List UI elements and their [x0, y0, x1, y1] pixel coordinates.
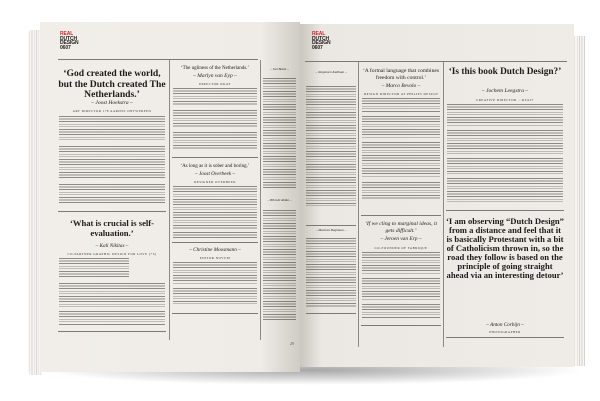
- side-author: – Jørgensen Kallman –: [315, 70, 347, 74]
- body-text: [362, 278, 440, 300]
- quote-author: – Marlyn van Eyp –: [193, 73, 237, 79]
- logo-line: DESIGN: [312, 40, 331, 47]
- body-text: [173, 186, 257, 230]
- body-text: [362, 116, 440, 138]
- author-role: DESIGNER OVERBEEK: [193, 180, 237, 184]
- author-role: CO-PARTNER GRAPHIC DESIGN FOR LOVE (+S): [67, 252, 157, 256]
- body-text: [447, 178, 563, 202]
- divider: [361, 215, 441, 216]
- body-text: [59, 258, 129, 278]
- quote-headline: ‘Is this book Dutch Design?’: [448, 67, 562, 77]
- body-text: [59, 146, 165, 180]
- quote-headline: ‘The ugliness of the Netherlands.’: [180, 66, 250, 71]
- body-text: [362, 252, 440, 274]
- body-text: [447, 130, 563, 154]
- body-text: [173, 88, 257, 106]
- body-text: [306, 238, 356, 308]
- author-role: DIRECTOR KKAT: [199, 82, 231, 86]
- body-text: [59, 283, 165, 307]
- page-number: 29: [290, 341, 294, 346]
- divider: [306, 313, 356, 314]
- quote-headline: ‘As long as it is sober and boring.’: [180, 164, 250, 169]
- side-author: – Jan Boost –: [270, 67, 289, 71]
- author-role: CO-FOUNDER OF FABRIQUE: [374, 246, 428, 250]
- divider: [305, 61, 567, 62]
- body-text: [263, 210, 296, 320]
- quote-headline: ‘A formal language that combines freedom with control.’: [362, 68, 440, 81]
- body-text: [173, 232, 257, 238]
- logo: [60, 32, 79, 50]
- quote-headline: ‘God created the world, but the Dutch created The Netherlands.’: [58, 68, 166, 100]
- divider: [58, 211, 166, 212]
- body-text: [173, 132, 257, 150]
- body-text: [306, 86, 356, 206]
- logo-line: DUTCH: [312, 35, 329, 42]
- body-text: [447, 158, 563, 174]
- divider: [361, 325, 441, 326]
- body-text: [362, 142, 440, 178]
- quote-headline: ‘What is crucial is self-evaluation.’: [69, 218, 155, 238]
- quote-author: – Jeroen van Erp –: [380, 236, 422, 242]
- side-author: – Hiroshi Abiko –: [267, 198, 292, 202]
- quote-headline: ‘I am observing “Dutch Design” from a distance and feel that it is basically Protestant with a bit of Catholicism thrown in, so the road they follow is based on the principle of going straight ahead via an interesting detour’: [446, 216, 564, 280]
- logo-line: DESIGN: [60, 40, 79, 47]
- body-text: [59, 311, 165, 325]
- divider: [306, 225, 356, 226]
- divider: [58, 59, 258, 60]
- divider: [446, 210, 564, 211]
- divider: [172, 313, 258, 314]
- column-rule: [260, 60, 261, 340]
- body-text: [362, 304, 440, 318]
- quote-headline: ‘If we cling to marginal ideas, it gets difficult.’: [364, 221, 438, 234]
- author-role: EDITOR NOVUM: [199, 256, 231, 260]
- body-text: [263, 78, 296, 188]
- body-text: [173, 262, 257, 284]
- logo-line: DUTCH: [60, 35, 77, 42]
- quote-author: – Joost Hoekstra –: [91, 100, 133, 106]
- column-rule: [169, 60, 170, 340]
- logo-line: 0607: [312, 44, 323, 51]
- divider: [172, 242, 258, 243]
- body-text: [59, 184, 165, 204]
- quote-author: – Marco Bevolo –: [381, 83, 421, 89]
- author-role: PHOTOGRAPHER: [489, 330, 521, 334]
- column-rule: [443, 62, 444, 347]
- body-text: [173, 110, 257, 128]
- divider: [446, 337, 564, 338]
- logo-line: 0607: [60, 44, 71, 51]
- logo-line: REAL: [60, 31, 74, 37]
- author-role: DESIGN DIRECTOR AT PHILIPS DESIGN: [363, 92, 439, 96]
- author-role: ART DIRECTOR 178 AARDSE ONTWERPEN: [72, 109, 152, 113]
- body-text: [362, 182, 440, 200]
- quote-author: – Christine Moosmann –: [189, 247, 241, 253]
- quote-author: – Jochem Leegstra –: [481, 88, 529, 94]
- quote-author: – Anton Corbijn –: [486, 322, 524, 328]
- author-role: CREATIVE DIRECTOR ...KTA37: [476, 98, 534, 102]
- quote-author: – Joost Overbeek –: [195, 171, 235, 177]
- divider: [172, 157, 258, 158]
- quote-author: – Kali Nikitas –: [95, 243, 129, 249]
- body-text: [59, 116, 165, 142]
- divider: [58, 331, 166, 332]
- column-rule: [358, 62, 359, 347]
- logo-line: REAL: [312, 31, 326, 37]
- body-text: [447, 104, 563, 126]
- side-author: – Marleen Buijsman –: [315, 228, 347, 232]
- body-text: [362, 98, 440, 112]
- logo: [312, 32, 331, 50]
- body-text: [173, 288, 257, 304]
